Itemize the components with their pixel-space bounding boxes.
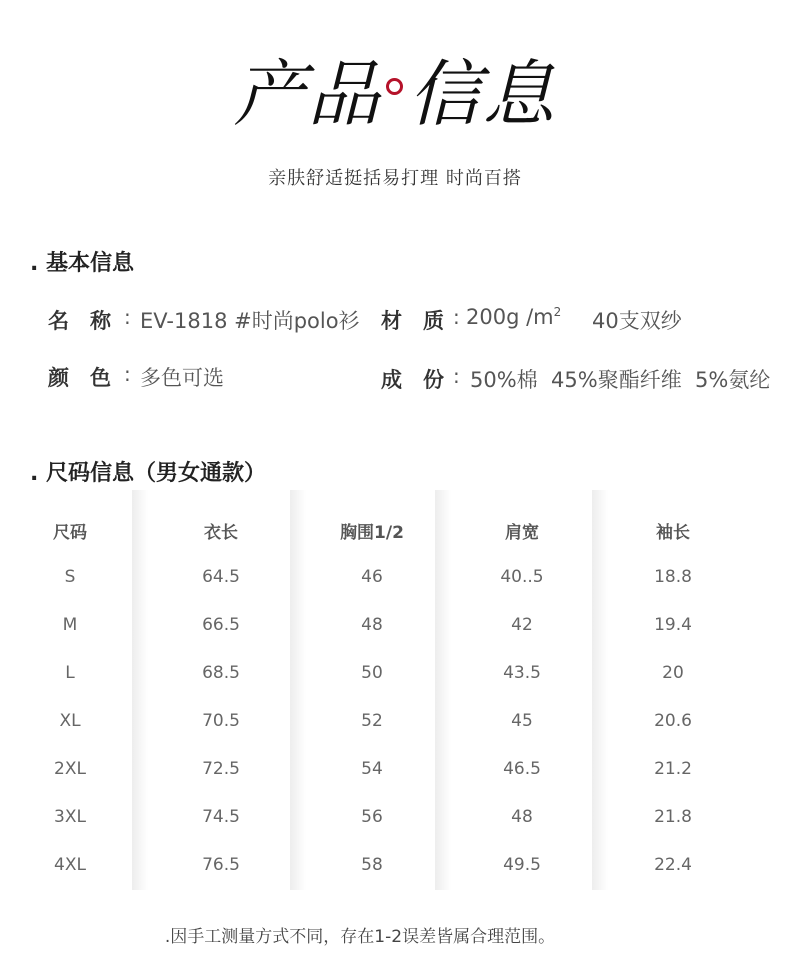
shoulder-cell: 40..5 (500, 567, 544, 587)
size-table (0, 490, 790, 890)
color-label: 颜 色 (48, 366, 111, 390)
length-cell: 72.5 (202, 759, 240, 779)
slogan: 亲肤舒适挺括易打理 时尚百搭 (268, 168, 522, 189)
column-divider (290, 490, 306, 890)
measurement-note: .因手工测量方式不同，存在1-2误差皆属合理范围。 (164, 927, 556, 947)
length-header: 衣长 (204, 523, 238, 543)
material-unit-superscript: 2 (553, 305, 562, 319)
sleeve-cell: 21.8 (654, 807, 692, 827)
material-label: 材 质 (381, 309, 444, 333)
length-cell: 68.5 (202, 663, 240, 683)
chest-cell: 48 (361, 615, 383, 635)
material-yarn-value: 40支双纱 (592, 309, 682, 333)
size-cell: XL (59, 711, 81, 731)
material-value: 200g $/m^2$ (466, 305, 562, 329)
column-divider (132, 490, 148, 890)
chest-cell: 58 (361, 855, 383, 875)
shoulder-cell: 48 (511, 807, 533, 827)
chest-header: 胸围1/2 (340, 523, 404, 543)
composition-label: 成 份 (381, 368, 444, 392)
length-cell: 64.5 (202, 567, 240, 587)
color-value: 多色可选 (140, 366, 224, 390)
material-colon: : (453, 305, 460, 329)
sleeve-cell: 20 (662, 663, 684, 683)
sleeve-cell: 19.4 (654, 615, 692, 635)
shoulder-cell: 46.5 (503, 759, 541, 779)
size-cell: M (62, 615, 78, 635)
shoulder-header: 肩宽 (505, 523, 539, 543)
composition-value: 50%棉 45%聚酯纤维 5%氨纶 (470, 368, 771, 392)
length-cell: 76.5 (202, 855, 240, 875)
size-info-heading: . 尺码信息（男女通款） (30, 461, 267, 486)
column-divider (435, 490, 451, 890)
length-cell: 74.5 (202, 807, 240, 827)
shoulder-cell: 45 (511, 711, 533, 731)
basic-info-heading: . 基本信息 (30, 251, 135, 276)
size-header: 尺码 (53, 523, 87, 543)
chest-cell: 50 (361, 663, 383, 683)
size-cell: 2XL (54, 759, 86, 779)
page-title-part2: 信息 (408, 52, 557, 136)
chest-cell: 54 (361, 759, 383, 779)
name-label: 名 称 (48, 309, 111, 333)
name-colon: : (124, 305, 131, 329)
size-cell: 4XL (54, 855, 86, 875)
sleeve-cell: 21.2 (654, 759, 692, 779)
size-cell: 3XL (54, 807, 86, 827)
name-value: EV-1818 #时尚polo衫 (140, 309, 360, 333)
sleeve-cell: 18.8 (654, 567, 692, 587)
sleeve-cell: 20.6 (654, 711, 692, 731)
chest-cell: 46 (361, 567, 383, 587)
page-title-part1: 产品 (233, 52, 382, 136)
size-cell: S (64, 567, 76, 587)
accent-circle-icon (386, 78, 403, 95)
shoulder-cell: 42 (511, 615, 533, 635)
composition-colon: : (453, 364, 460, 388)
page-title (0, 52, 790, 136)
sleeve-header: 袖长 (656, 523, 690, 543)
chest-cell: 56 (361, 807, 383, 827)
length-cell: 70.5 (202, 711, 240, 731)
shoulder-cell: 43.5 (503, 663, 541, 683)
length-cell: 66.5 (202, 615, 240, 635)
column-divider (592, 490, 608, 890)
color-colon: : (124, 362, 131, 386)
size-cell: L (65, 663, 75, 683)
sleeve-cell: 22.4 (654, 855, 692, 875)
shoulder-cell: 49.5 (503, 855, 541, 875)
chest-cell: 52 (361, 711, 383, 731)
